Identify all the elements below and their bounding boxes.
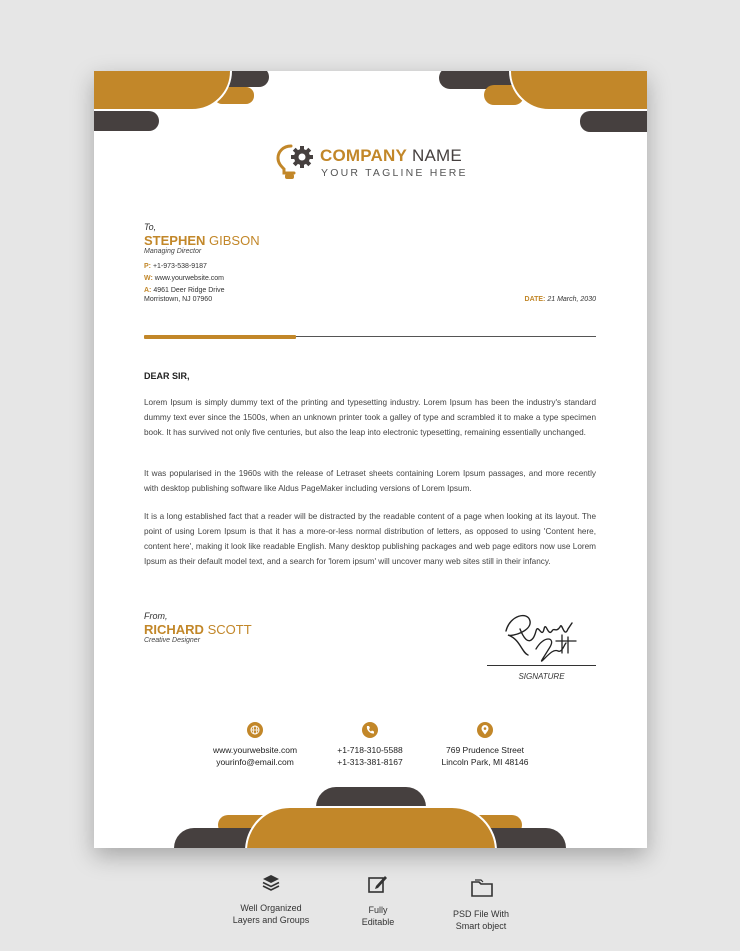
globe-icon <box>247 722 263 738</box>
recipient-address-line2: Morristown, NJ 07960 <box>144 296 213 303</box>
top-right-accent-shape <box>509 71 647 111</box>
letterhead-sheet <box>94 71 647 848</box>
footer-web: www.yourwebsite.com yourinfo@email.com <box>212 745 298 767</box>
footer-phone: +1-718-310-5588 +1-313-381-8167 <box>337 745 403 767</box>
layers-icon <box>261 873 281 893</box>
edit-icon <box>367 873 389 895</box>
folder-icon <box>471 879 493 897</box>
body-paragraph-1: Lorem Ipsum is simply dummy text of the printing and typesetting industry. Lorem Ipsum has been the industry's standard dummy text ever since the 1500s, when an unknown printer took a galley of type and scrambled it to make a type specimen book. It has survived not only five centuries, but also the leap into electronic typesetting, remaining essentially unchanged. <box>144 398 596 437</box>
feature-psd: PSD File With Smart object <box>452 909 509 931</box>
body-paragraph-3: It is a long established fact that a reader will be distracted by the readable content of a page when looking at its layout. The point of using Lorem Ipsum is that it has a more-or-less normal distribution of letters, as opposed to using 'Content here, content here', making it look like readable English. Many desktop publishing packages and web page editors now use Lorem Ipsum as their default model text, and a search for 'lorem ipsum' will uncover many web sites still in their infancy. <box>144 512 596 566</box>
company-tagline: YOUR TAGLINE HERE <box>321 167 468 179</box>
top-right-dark-bar <box>580 111 647 132</box>
company-logo <box>276 143 476 183</box>
bottom-center-accent-shape <box>245 806 497 848</box>
recipient-title: Managing Director <box>144 248 202 255</box>
footer-address: 769 Prudence Street Lincoln Park, MI 48146 <box>441 745 529 767</box>
sender-name: RICHARD SCOTT <box>144 622 252 637</box>
recipient-name: STEPHEN GIBSON <box>144 233 260 248</box>
company-name: COMPANY NAME <box>320 146 462 165</box>
from-label: From, <box>144 611 168 621</box>
letter-date: DATE: 21 March, 2030 <box>524 296 596 303</box>
signature-label: SIGNATURE <box>518 672 565 681</box>
salutation: DEAR SIR, <box>144 371 190 381</box>
body-paragraph-2: It was popularised in the 1960s with the release of Letraset sheets containing Lorem Ipsum passages, and more recently with desktop publishing software like Aldus PageMaker including versions of Lorem Ipsum. <box>144 469 596 493</box>
signature-line <box>487 665 596 666</box>
sender-title: Creative Designer <box>144 637 201 644</box>
top-left-accent-shape <box>94 71 232 111</box>
recipient-phone: P: +1-973-538-9187 <box>144 263 207 270</box>
location-pin-icon <box>477 722 493 738</box>
phone-icon <box>362 722 378 738</box>
recipient-address: A: 4961 Deer Ridge Drive <box>144 287 225 294</box>
feature-editable: Fully Editable <box>361 905 395 927</box>
feature-layers: Well Organized Layers and Groups <box>232 903 310 925</box>
divider-accent <box>144 335 296 339</box>
handwritten-signature <box>498 609 590 669</box>
lightbulb-gear-icon <box>276 143 318 181</box>
to-label: To, <box>144 222 157 232</box>
recipient-website: W: www.yourwebsite.com <box>144 275 225 282</box>
top-left-dark-bar <box>94 111 159 131</box>
